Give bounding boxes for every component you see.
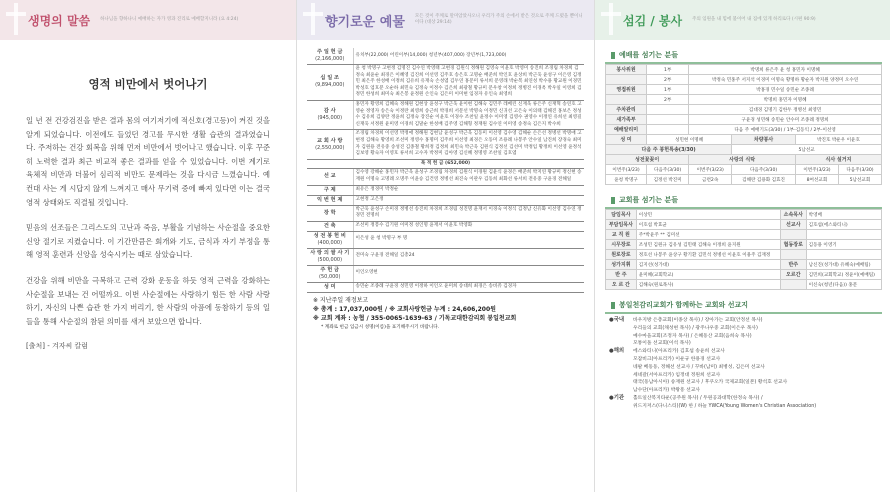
offering-label [307, 48, 353, 65]
offering-names: 전미숙 구윤경 전해일 김총24 [353, 248, 584, 265]
offering-names: 이인오영현 [353, 265, 584, 282]
worship-role: 새가족부 [606, 115, 647, 125]
sermon-paragraph: 믿음의 선조들은 그리스도의 고난과 죽음, 부활을 기념하는 사순절을 중요한 신앙 절기로 지켰습니다. 이 기간만큼은 회개와 기도, 금식과 자기 부정을 통해 영적 훈련과 신앙을 성숙시키는 때로 삼았습니다. [26, 223, 270, 260]
offering-row [307, 282, 584, 292]
staff-names: 김호섭(에스와티니) [806, 220, 881, 230]
duty-header: 사랑의 식탁 [689, 155, 796, 165]
offering-column [296, 0, 594, 492]
mission-category-label: ●기관 [609, 394, 625, 401]
finance-summary [307, 296, 584, 332]
staff-role: 선교사 [780, 220, 806, 230]
sermon-title: 영적 비만에서 벗어나기 [88, 77, 208, 91]
offering-label [307, 231, 353, 248]
mission-category-label: ●해외 [609, 348, 625, 355]
offering-names: 최유은 정경미 박정순 [353, 185, 584, 195]
offering-amount: (50,000) [319, 273, 341, 280]
mission-item: 위드지저스(다니스티)(W) 한 / 하늘 YWCA(Young Women's Christian Association) [633, 403, 817, 409]
staff-role: 교 직 원 [606, 230, 637, 240]
summary-last-week: ※ 지난주일 재정보고 [313, 296, 369, 304]
staff-names: 박영배 [806, 210, 881, 220]
worship-role: 영접위원 [606, 85, 647, 95]
offering-label-text: 익 번 헌 제 [317, 196, 343, 203]
duty-date: 이번주(3/23) [689, 165, 732, 175]
staff-role [780, 250, 806, 260]
offering-label-text: 건 축 [323, 222, 336, 229]
worship-row [606, 125, 882, 135]
sermon-paragraph: 건강을 위해 비만을 극복하고 근력 강화 운동을 하듯 영적 근력을 강화하는 사순절을 보내는 건 어떨까요. 이번 사순절에는 사랑하기 힘든 한 사람 사랑하기, 자신의 나쁜 습관 한 가지 버리기, 한 사람의 아픔에 동참하기 등의 일들을 통해 사순절의 참된 의미를 새겨 보았으면 합니다. [26, 275, 270, 326]
mission-item: 예수마을교회(조정자 목사) / 은혜동산 교회(음희숙 목사) [633, 333, 752, 339]
worship-names: 박명희 홍민자 이명혜 [689, 95, 882, 105]
mission-items [633, 317, 880, 348]
worship-section-title: 예배를 섬기는 분들 [605, 48, 882, 64]
offering-header [297, 0, 594, 40]
offering-row [307, 100, 584, 129]
offering-row [307, 65, 584, 101]
sermon-column [0, 0, 296, 492]
offering-amount: (9,894,000) [315, 82, 345, 89]
worship-names: 박홍경 민수일 송민순 조종례 [689, 85, 882, 95]
staff-role: 부담임목사 [606, 220, 637, 230]
offering-label [307, 169, 353, 185]
sermon-body [0, 40, 296, 354]
mission-category [609, 395, 880, 411]
offering-names: 고현정 고은정 [353, 195, 584, 205]
offering-label [307, 65, 353, 101]
mission-item: 에스와티니(아프리카) 김호섭 송윤희 선교사 [633, 349, 725, 355]
offering-label-text: 주 헌 금 [320, 266, 340, 273]
summary-account: ※ 교회 계좌 : 농협 / 355-0065-1639-63 / 기독교대한감리회 봉일천교회 [313, 314, 517, 322]
worship-part: 2부 [647, 95, 689, 105]
offering-row [307, 169, 584, 185]
cell: 다음 주 봉헌특송(3/30) [606, 145, 732, 155]
offering-label-text: 성 미 [323, 283, 336, 290]
staff-role: 소속목사 [780, 210, 806, 220]
worship-part: 1부 [647, 85, 689, 95]
staff-role: 성가지휘 [606, 260, 637, 270]
staff-names: 이신숙(청년(다음)) 홍문 [806, 280, 881, 290]
staff-role: 오 르 간 [606, 280, 637, 290]
staff-section-title: 교회를 섬기는 분들 [605, 193, 882, 209]
cross-icon [303, 3, 323, 35]
offering-label-text: 십 일 조 [320, 75, 340, 82]
offering-names: 조선미 정봉수 김기원 이미정 성인명 윤재서 이윤호 박영화 [353, 221, 584, 231]
duty-value: 윤청 박명구 [606, 175, 647, 185]
cell: 성 미 [606, 135, 647, 145]
offering-label [307, 205, 353, 221]
staff-row [606, 270, 882, 280]
staff-names: 주*박윤주 ** 김미선 [636, 230, 780, 240]
staff-names: 윤미혜(교회학교) [636, 270, 780, 280]
mission-category [609, 348, 880, 395]
cell: 성민현 이명혜 [647, 135, 732, 145]
cell: 5남선교 [732, 145, 882, 155]
cross-icon [601, 3, 621, 35]
cell: 박진호 박운우 이윤호 [795, 135, 881, 145]
offering-row [307, 205, 584, 221]
offering-names: 유치부(22,000) 어린이부(14,000) 청년부(407,000) 장년부(1,723,000) [353, 48, 584, 65]
staff-row [606, 240, 882, 250]
staff-row [606, 210, 882, 220]
mission-item: 우리들의 교회(채성현 목사) / 광주나우중 교회(이은우 목사) [633, 325, 758, 331]
staff-names: 김지선(성가대) [636, 260, 780, 270]
staff-names: 김민희(교회학교) 정윤이(예배팀) [806, 270, 881, 280]
worship-names: 구윤경 성민해 송민순 안수미 조종례 정명희 [689, 115, 882, 125]
worship-row [606, 75, 882, 85]
duty-value: 8여선교회 [795, 175, 838, 185]
worship-names: 박정숙 민홍주 서지석 이경미 이명숙 황명하 황순자 박지원 양정미 오수연 [689, 75, 882, 85]
cross-icon [6, 3, 26, 35]
staff-role: 오르간 [780, 270, 806, 280]
mission-section [605, 298, 882, 411]
staff-table [605, 209, 882, 290]
offering-names: 윤 청 박명구 고현정 김명진 김수연 박영태 고현경 김원식 정해원 김영숙 이윤호 박영미 송진희 조경림 차경희 김정숙 최윤순 최경은 이혜영 김진희 이선영 김주호 송은호 고명순 배준희 박인호 윤상희 박근욱 윤성구 이은영 김정민 최은주 한성배 이정희 김유희 유재숙 손성엽 김두연 홍문미 류서희 문영래 박순복 최연성 박수용 황교원 이경민 박성호 엄호분 오순하 최민숙 김정숙 이정수 김은희 최광철 황규미 문우창 이정희 정병진 이경옥 박우일 이영희 김정민 한성희 최미숙 최은봉 윤정원 손인숙 김은미 이미현 임경자 유인숙 최영희 [353, 65, 584, 101]
mission-item: 모퉁이돌 선교회(이석 목사) [633, 341, 691, 347]
staff-row [606, 280, 882, 290]
staff-row [606, 230, 882, 240]
offering-amount: (2,550,000) [315, 144, 345, 151]
summary-total: ※ 총계 : 17,037,000원 / ※ 교회사랑헌금 누계 : 24,606,200원 [313, 305, 496, 313]
offering-label-text: 선 교 [323, 173, 336, 180]
staff-row [606, 220, 882, 230]
worship-names: 박명희 류은주 윤 청 홍민자 이명혜 [689, 65, 882, 75]
offering-names: 김수영 강해순 홍민자 박근욱 윤성구 조경림 차경희 김원식 이경원 김윤식 윤경은 배준희 박지연 황규미 정신현 송재원 이명숙 고명례 오명주 이윤승 김건영 정병선 최진숙 이관우 김동희 최화선 류서희 전유중 구윤경 전해일 [353, 169, 584, 185]
worship-role: 예배알리미 [606, 125, 647, 135]
mission-item: 모잠비크(아프리카) 이운규 한용경 선교사 [633, 356, 721, 362]
mission-items [633, 395, 880, 411]
offering-group-label: 목 적 헌 금 [420, 160, 444, 166]
mission-category [609, 317, 880, 348]
worship-table [605, 64, 882, 185]
offering-amount: (500,000) [317, 256, 343, 263]
worship-row [606, 95, 882, 105]
offering-label [307, 221, 353, 231]
offering-label-text: 구 제 [323, 186, 336, 193]
staff-role [780, 280, 806, 290]
offering-names: 송민순 조종례 구윤경 성민영 이정하 이인오 윤미희 송대희 최경은 송비쥬 김경자 [353, 282, 584, 292]
offering-amount: (2,166,000) [315, 56, 345, 62]
service-header-title: 섬김 / 봉사 [623, 13, 683, 28]
duty-header: 성전꽃꽂이 [606, 155, 689, 165]
offering-row [307, 265, 584, 282]
offering-label [307, 185, 353, 195]
offering-label-text: 사 랑 의 쌀 사 기 [310, 249, 350, 256]
staff-names: 김동용 이영기 [806, 240, 881, 250]
staff-names: 정호선 나봉주 윤상구 황기환 김민석 정병선 이윤호 이용주 김재정 [636, 250, 780, 260]
offering-label-text: 성 전 봉 헌 비 [313, 232, 346, 239]
sermon-header [0, 0, 296, 40]
duty-value: 5남선교회 [838, 175, 881, 185]
mission-items [633, 348, 880, 395]
staff-role: 원로장로 [606, 250, 637, 260]
staff-row [606, 260, 882, 270]
mission-category-label: ●국내 [609, 317, 625, 323]
worship-row [606, 105, 882, 115]
sermon-source: [출처] - 겨자씨 칼럼 [26, 342, 88, 351]
offering-label [307, 195, 353, 205]
mission-item: 홀트일산복지타운(공주원 목사) / 두원공과대학(한정숙 목사) / [633, 395, 763, 401]
offering-amount: (400,000) [317, 239, 343, 246]
staff-names: 이상민 [636, 210, 780, 220]
worship-names: 다음 주 예배기도(3/30) / 1부-김동익 / 2부-이선영 [689, 125, 882, 135]
staff-names [806, 230, 881, 240]
worship-role [606, 95, 647, 105]
duty-value: 김정선 박진미 [647, 175, 689, 185]
offering-label-text: 감 사 [323, 108, 336, 115]
duty-date: 이번주(3/23) [606, 165, 647, 175]
offering-row [307, 231, 584, 248]
offering-row [307, 130, 584, 159]
worship-names: 김대경 김명기 김한두 정병선 최영민 [689, 105, 882, 115]
offering-label-text: 장 학 [323, 209, 336, 216]
offering-row [307, 48, 584, 65]
mission-item: 태국(동남아시아) 송재원 선교사 / 후쿠오카 국제교회(일본) 황석호 선교사 [633, 380, 788, 386]
service-header [595, 0, 890, 40]
mission-item: 네팔 베동동, 정해선 선교사 / 꾸바(남미) 최병성, 김은미 선교사 [633, 364, 765, 370]
offering-label [307, 130, 353, 159]
staff-role: 협동장로 [780, 240, 806, 250]
staff-role: 반 주 [606, 270, 637, 280]
duty-value: 김해란 김용화 김효진 [732, 175, 796, 185]
worship-part: 2부 [647, 75, 689, 85]
duty-date: 다음주(3/30) [647, 165, 689, 175]
duty-value: 금련2속 [689, 175, 732, 185]
offering-names: 이은성 윤 청 박명구 부 명 [353, 231, 584, 248]
offering-label [307, 248, 353, 265]
offering-amount: (945,000) [317, 115, 343, 122]
offering-group-amount: (652,000) [445, 160, 471, 166]
offering-header-verse: 모든 것이 주께로 말미암았사오니 우리가 주의 손에서 받은 것으로 주께 드렸을 뿐이니이다 (대상 29:14) [414, 14, 583, 25]
staff-names: 조성민 김원규 김유성 김민태 김해숙 이정희 윤지원 [636, 240, 780, 250]
staff-names: 남신진(성가대) 유혜숙(예배팀) [806, 260, 881, 270]
duty-date: 다음주(3/30) [732, 165, 796, 175]
mission-section-title: 봉일천감리교회가 함께하는 교회와 선교지 [605, 298, 882, 314]
staff-role [780, 230, 806, 240]
service-header-verse: 주의 임원을 내 힘에 불이어 내 집에 있게 하리로다 (시편 90:9) [692, 17, 816, 22]
offering-table [307, 48, 584, 293]
offering-names: 조경림 차경희 이선영 박정애 정해원 김현남 윤성구 박근욱 김동미 이선영 김수영 김해순 손은선 정병선 박명애 고현정 김해숙 황영희 조선미 정영수 홍명미 김주희 이선영 최경은 오동미 조용례 나봉주 안수일 남진희 장경숙 최미자 김원용 전유중 송성진 김종철 황희정 김정희 최민숙 박근욱 김원식 김정선 김선미 박정임 황정희 이선영 윤정석 김보영 황숙자 이영호 류서희 고수자 박정미 김아영 김신혜 정명영 조찬일 김호엽 [353, 130, 584, 159]
duty-date: 다음주(3/30) [838, 165, 881, 175]
worship-row [606, 85, 882, 95]
offering-label [307, 265, 353, 282]
offering-label-text: 주 일 헌 금 [317, 49, 343, 55]
worship-part: 1부 [647, 65, 689, 75]
duty-date: 이번주(3/23) [795, 165, 838, 175]
offering-row [307, 195, 584, 205]
staff-names: 김해숙(원로목사) [636, 280, 780, 290]
summary-note: * 계좌로 헌금 입금시 성명(이름)을 표기해주시기 바랍니다. [321, 324, 440, 330]
sermon-header-verse: 하나님을 향하나니 예배하는 자가 영과 진리로 예배할지니라 (요 4:24) [100, 17, 239, 22]
offering-names: 홍민자 황영희 김혜숙 정해원 김현상 윤성구 박근욱 윤이현 김해숙 김민주 레베린 신재욱 류은주 신재혁 송연호 고영순 정영자 송은숙 이정란 최영희 송근희 박경희 서문선 박명숙 이정민 신귀선 고은숙 이의태 김해진 홍보은 정성수 김유희 김양란 정윤희 김정숙 장진순 이윤호 이경수 조찬일 윤정수 이미영 김영수 권영수 이정연 유희선 최영길 신재욱 서정원 윤미영 이경희 김말순 한성배 김주영 김해형 정재원 김수연 이미영 송정숙 김은지 박수희 [353, 100, 584, 129]
staff-role: 시무장로 [606, 240, 637, 250]
offering-label [307, 282, 353, 292]
staff-names [806, 250, 881, 260]
staff-row [606, 250, 882, 260]
duty-header: 식사 설거지 [795, 155, 881, 165]
offering-names: 박근욱 윤성구 손미경 정병선 송진희 차경희 조경림 성진명 윤재서 이경숙 이정식 김정남 신유화 이선영 김수연 정경민 전명희 [353, 205, 584, 221]
worship-part [647, 125, 689, 135]
worship-row [606, 65, 882, 75]
mission-item: 바우지방 은총교회(이종상 목사) / 장아가는 교회(안정선 목사) [633, 318, 763, 323]
offering-group-header [307, 159, 584, 169]
staff-names: 이호섭 박효균 [636, 220, 780, 230]
service-column [594, 0, 890, 492]
offering-header-title: 향기로운 예물 [325, 14, 405, 30]
staff-role: 반주 [780, 260, 806, 270]
worship-role: 주차관리 [606, 105, 647, 115]
worship-section [605, 48, 882, 185]
offering-row [307, 248, 584, 265]
offering-body [297, 40, 594, 332]
staff-section [605, 193, 882, 290]
cell: 차량봉사 [732, 135, 796, 145]
mission-item: 세네갈(서아프리카) 임정대 정원희 선교사 [633, 372, 721, 378]
sermon-header-title: 생명의 말씀 [28, 13, 91, 28]
worship-role [606, 75, 647, 85]
worship-role: 봉사위원 [606, 65, 647, 75]
offering-row [307, 159, 584, 169]
offering-row [307, 185, 584, 195]
worship-row [606, 115, 882, 125]
mission-list [605, 314, 882, 411]
worship-part [647, 105, 689, 115]
offering-row [307, 221, 584, 231]
staff-role: 담임목사 [606, 210, 637, 220]
offering-label [307, 100, 353, 129]
worship-part [647, 115, 689, 125]
mission-item: 남수단(아프리카) 박왕흥 선교사 [633, 388, 701, 394]
offering-label-text: 교 회 사 랑 [317, 137, 343, 144]
sermon-paragraph: 일 년 전 건강검진을 받은 결과 몸의 여기저기에 적신호(경고등)이 켜진 것을 알게 되었습니다. 이전에도 들었던 경고를 무시한 생활 습관의 결과였습니다. 주저하는 건강 회복을 위해 먼저 비만에서 벗어나고 했습니다. 이후 꾸준히 노력한 결과 최근 비교적 좋은 결과를 얻을 수 있었습니다. 이번 계기로 육체적 비만과 더불어 심리적 비만도 문제라는 것을 다시금 느꼈습니다. 예컨대 사는 게 시답지 않게 느껴지고 매사 무기력 증에 빠져 있다면 이는 결국 영적 상태와도 직결될 것입니다. [26, 116, 270, 207]
